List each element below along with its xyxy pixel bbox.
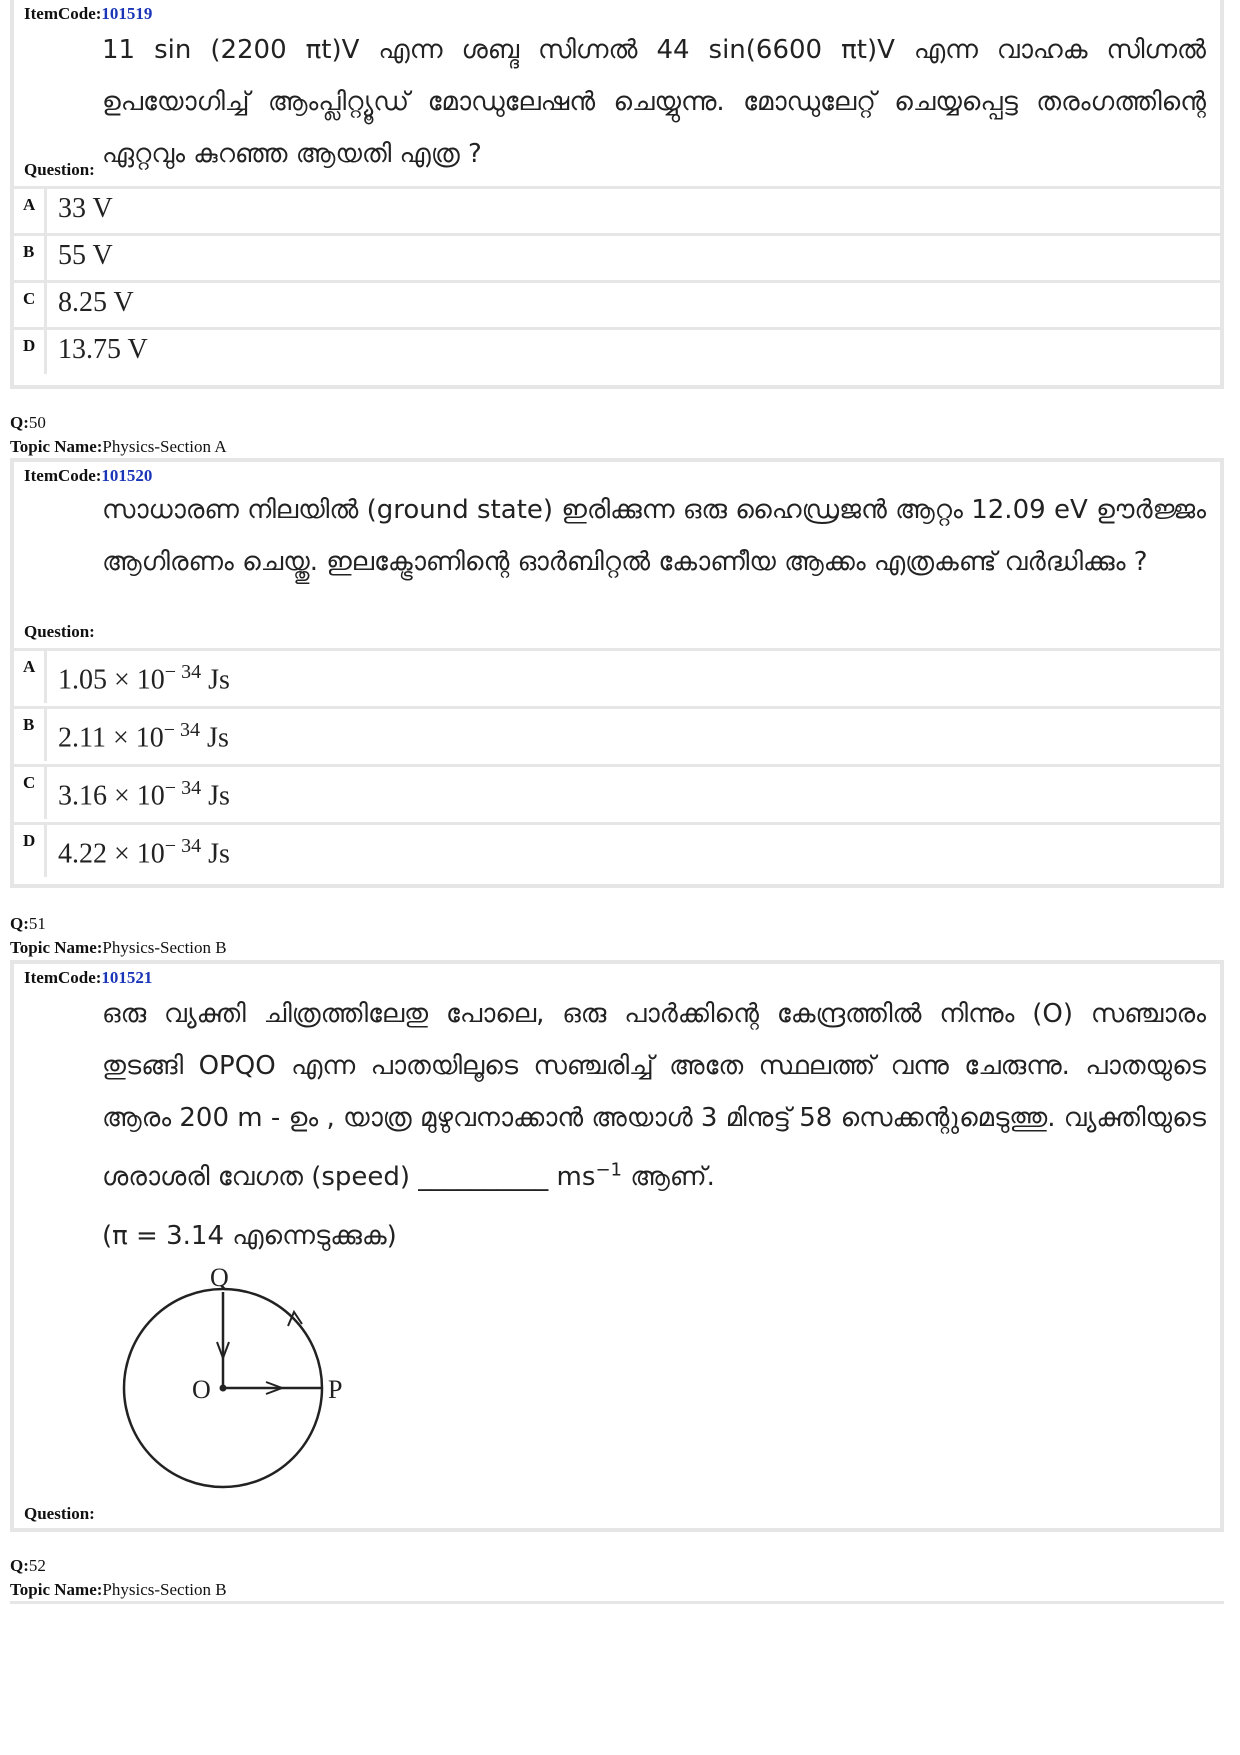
question-text: [102, 988, 1206, 1203]
unit-exponent: −1: [595, 1159, 622, 1180]
option-unit: Js: [201, 838, 230, 870]
center-dot: [220, 1385, 227, 1392]
q-label: Q:: [10, 1556, 29, 1575]
item-code-label: ItemCode:: [24, 4, 102, 23]
topic-name: Physics-Section A: [102, 437, 227, 456]
option-unit: Js: [201, 780, 230, 812]
item-code: [24, 466, 152, 486]
option-value: [58, 777, 230, 812]
label-q: Q: [210, 1264, 229, 1292]
option-exponent: − 34: [164, 661, 202, 683]
question-card-50: [10, 458, 1224, 888]
option-letter: B: [23, 715, 35, 734]
q-number: 52: [28, 1556, 46, 1575]
item-code-label: ItemCode:: [24, 968, 102, 987]
option-letter: D: [23, 336, 36, 355]
label-o: O: [192, 1375, 211, 1404]
item-code: [24, 4, 152, 24]
option-unit: Js: [200, 722, 229, 754]
option-exponent: − 34: [163, 719, 201, 741]
question-label: Question:: [24, 1504, 95, 1523]
question-card-49: [10, 0, 1224, 389]
option-letter: C: [23, 289, 36, 308]
option-d[interactable]: [14, 327, 1220, 374]
divider: [44, 825, 47, 877]
q-label: Q:: [10, 413, 29, 432]
question-label: Question:: [24, 622, 95, 641]
option-value: [58, 719, 229, 754]
question-text-main: ഒരു വ്യക്തി ചിത്രത്തിലേതു പോലെ, ഒരു പാർക്കിന്റെ കേന്ദ്രത്തിൽ നിന്നും (O) സഞ്ചാരം തുടങ്ങി OPQO എന്ന പാതയിലൂടെ സഞ്ചരിച്ച് അതേ സ്ഥലത്ത് വന്നു ചേരുന്നു. പാതയുടെ ആരം 200 m - ഉം , യാത്ര മുഴുവനാക്കാൻ അയാൾ 3 മിനുട്ട് 58 സെക്കന്റുമെടുത്തു.: [102, 999, 1206, 1133]
question-meta-51: [10, 912, 227, 960]
option-a[interactable]: [14, 186, 1220, 233]
circle-path-diagram: [114, 1264, 374, 1504]
option-c[interactable]: [14, 280, 1220, 327]
option-mantissa: 1.05 × 10: [58, 664, 165, 696]
card-top-border: [10, 1601, 1224, 1604]
option-value: 33 V: [58, 193, 113, 224]
option-d[interactable]: [14, 822, 1220, 877]
option-exponent: − 34: [164, 777, 202, 799]
topic-label: Topic Name:: [10, 1580, 103, 1599]
topic-name: Physics-Section B: [102, 1580, 227, 1599]
option-exponent: − 34: [164, 835, 202, 857]
option-letter: D: [23, 831, 36, 850]
option-value: 13.75 V: [58, 334, 148, 365]
item-code-label: ItemCode:: [24, 466, 102, 485]
divider: [44, 767, 47, 819]
item-code-value: 101521: [101, 968, 153, 987]
question-text: 11 sin (2200 πt)V എന്ന ശബ്ദ സിഗ്നൽ 44 sin(6600 πt)V എന്ന വാഹക സിഗ്നൽ ഉപയോഗിച്ച് ആംപ്ലിറ്റ്യൂഡ് മോഡുലേഷൻ ചെയ്യുന്നു. മോഡുലേറ്റ് ചെയ്യപ്പെട്ട തരംഗത്തിന്റെ ഏറ്റവും കുറഞ്ഞ ആയതി എത്ര ?: [102, 35, 1206, 169]
option-value: [58, 835, 230, 870]
question-meta-50: [10, 411, 227, 459]
option-letter: A: [23, 657, 36, 676]
question-meta-52: [10, 1554, 227, 1602]
speed-text: വ്യക്തിയുടെ ശരാശരി വേഗത (speed) __________ ms: [102, 1103, 1206, 1192]
item-code-value: 101519: [101, 4, 153, 23]
q-number: 50: [28, 413, 46, 432]
divider: [44, 283, 47, 327]
speed-text-end: ആണ്.: [621, 1161, 715, 1192]
divider: [44, 709, 47, 761]
divider: [44, 651, 47, 703]
option-value: 8.25 V: [58, 287, 134, 318]
item-code-value: 101520: [101, 466, 153, 485]
option-mantissa: 2.11 × 10: [58, 722, 164, 754]
q-label: Q:: [10, 914, 29, 933]
question-card-51: [10, 960, 1224, 1532]
divider: [44, 236, 47, 280]
item-code: [24, 968, 152, 988]
option-a[interactable]: [14, 648, 1220, 703]
divider: [44, 189, 47, 233]
option-mantissa: 4.22 × 10: [58, 838, 165, 870]
topic-name: Physics-Section B: [102, 938, 227, 957]
option-letter: A: [23, 195, 36, 214]
option-letter: B: [23, 242, 35, 261]
option-unit: Js: [201, 664, 230, 696]
q-number: 51: [28, 914, 46, 933]
option-c[interactable]: [14, 764, 1220, 819]
option-b[interactable]: [14, 233, 1220, 280]
question-text: സാധാരണ നിലയിൽ (ground state) ഇരിക്കുന്ന ഒരു ഹൈഡ്രജൻ ആറ്റം 12.09 eV ഊർജ്ജം ആഗിരണം ചെയ്തു. ഇലക്ട്രോണിന്റെ ഓർബിറ്റൽ കോണീയ ആക്കം എത്രകണ്ട് വർദ്ധിക്കും ?: [102, 495, 1206, 577]
question-note: (π = 3.14 എന്നെടുക്കുക): [102, 1221, 397, 1251]
option-value: 55 V: [58, 240, 113, 271]
topic-label: Topic Name:: [10, 938, 103, 957]
label-p: P: [328, 1375, 343, 1404]
option-mantissa: 3.16 × 10: [58, 780, 165, 812]
option-value: [58, 661, 230, 696]
topic-label: Topic Name:: [10, 437, 103, 456]
divider: [44, 330, 47, 374]
question-label: Question:: [24, 160, 95, 179]
option-b[interactable]: [14, 706, 1220, 761]
option-letter: C: [23, 773, 36, 792]
